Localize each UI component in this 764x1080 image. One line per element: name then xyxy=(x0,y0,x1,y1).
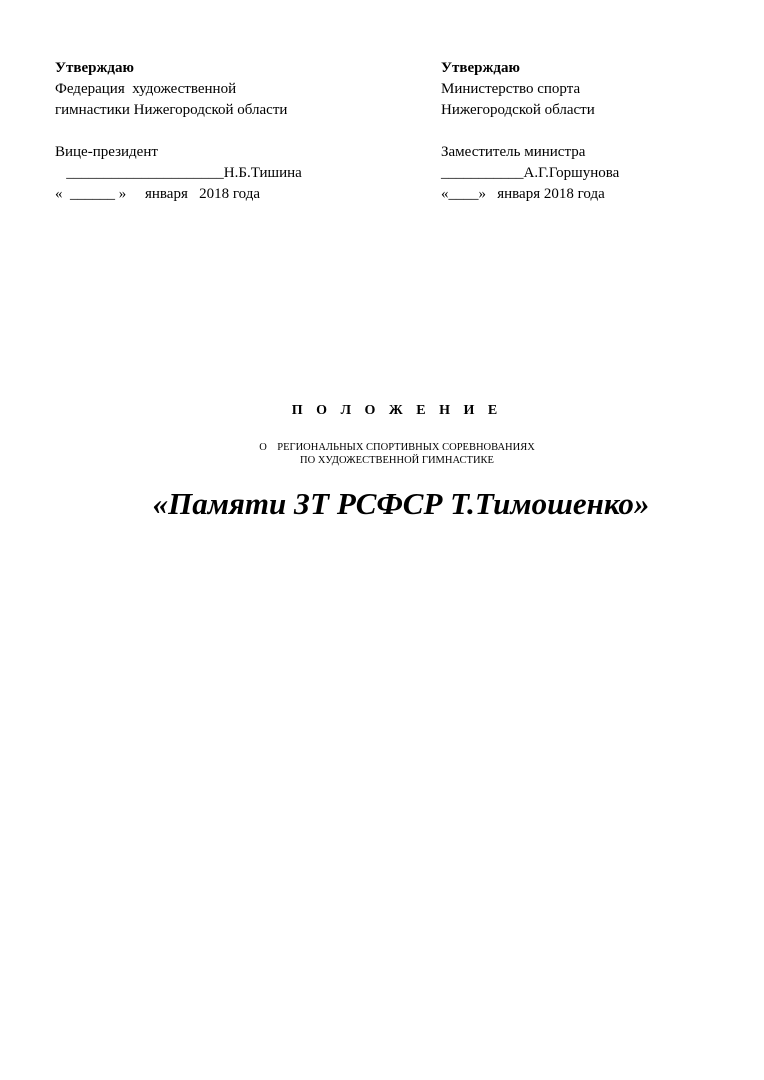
organization-line-1: Федерация художественной xyxy=(55,81,237,97)
document-type-title: П О Л О Ж Е Н И Е xyxy=(291,403,503,418)
signatory-position: Вице-президент xyxy=(55,144,158,160)
organization-line-2: гимнастики Нижегородской области xyxy=(55,102,288,118)
signature-line: _____________________Н.Б.Тишина xyxy=(55,165,302,181)
approval-block-ministry xyxy=(441,58,741,205)
approval-block-federation xyxy=(55,58,385,205)
subtitle-line-2: ПО ХУДОЖЕСТВЕННОЙ ГИМНАСТИКЕ xyxy=(300,455,494,466)
spacer xyxy=(55,121,385,142)
signatory-position: Заместитель министра xyxy=(441,144,586,160)
subtitle-line-1: О РЕГИОНАЛЬНЫХ СПОРТИВНЫХ СОРЕВНОВАНИЯХ xyxy=(259,442,535,453)
document-subtitle xyxy=(0,441,764,467)
approval-date-line: « ______ » января 2018 года xyxy=(55,186,261,202)
organization-line-2: Нижегородской области xyxy=(441,102,595,118)
signature-line: ___________А.Г.Горшунова xyxy=(441,165,620,181)
approval-heading: Утверждаю xyxy=(441,60,520,76)
event-name-title: «Памяти ЗТ РСФСР Т.Тимошенко» xyxy=(152,486,650,521)
approval-heading: Утверждаю xyxy=(55,60,134,76)
organization-line-1: Министерство спорта xyxy=(441,81,581,97)
spacer xyxy=(441,121,741,142)
approval-date-line: «____» января 2018 года xyxy=(441,186,605,202)
